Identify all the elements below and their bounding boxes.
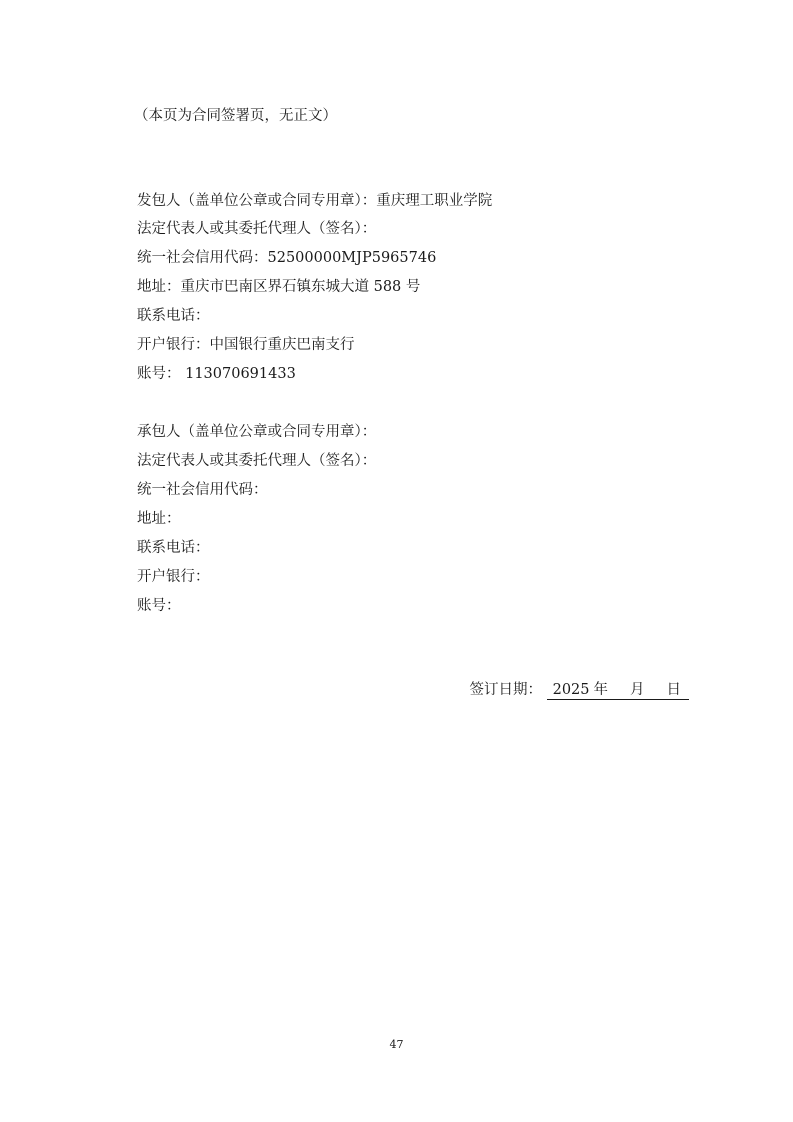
contractor-representative-line: 法定代表人或其委托代理人（签名）： xyxy=(137,453,377,469)
employer-phone-line: 联系电话： xyxy=(137,308,210,324)
signing-date-year: 2025 xyxy=(552,682,590,698)
signing-date-year-unit: 年 xyxy=(593,682,608,698)
contractor-credit-code-line: 统一社会信用代码： xyxy=(137,482,268,498)
contractor-address-line: 地址： xyxy=(137,511,181,527)
page-number: 47 xyxy=(389,1038,404,1051)
contractor-phone-line: 联系电话： xyxy=(137,540,210,556)
signing-date-label: 签订日期： xyxy=(469,682,542,698)
employer-address-line: 地址：重庆市巴南区界石镇东城大道 588 号 xyxy=(137,279,421,295)
contractor-bank-line: 开户银行： xyxy=(137,569,210,585)
signature-page-note: （本页为合同签署页，无正文） xyxy=(134,108,337,124)
signing-date-field xyxy=(547,682,689,700)
employer-seal-line: 发包人（盖单位公章或合同专用章）：重庆理工职业学院 xyxy=(137,193,493,209)
signing-date-month-unit: 月 xyxy=(630,682,645,698)
contractor-seal-line: 承包人（盖单位公章或合同专用章）： xyxy=(137,424,377,440)
contractor-account-line: 账号： xyxy=(137,598,181,614)
employer-representative-line: 法定代表人或其委托代理人（签名）： xyxy=(137,221,377,237)
signing-date xyxy=(469,680,689,700)
employer-credit-code-line: 统一社会信用代码：52500000MJP5965746 xyxy=(137,250,437,266)
signing-date-day-unit: 日 xyxy=(666,682,681,698)
employer-bank-line: 开户银行：中国银行重庆巴南支行 xyxy=(137,337,355,353)
employer-account-line: 账号： 113070691433 xyxy=(137,366,296,382)
